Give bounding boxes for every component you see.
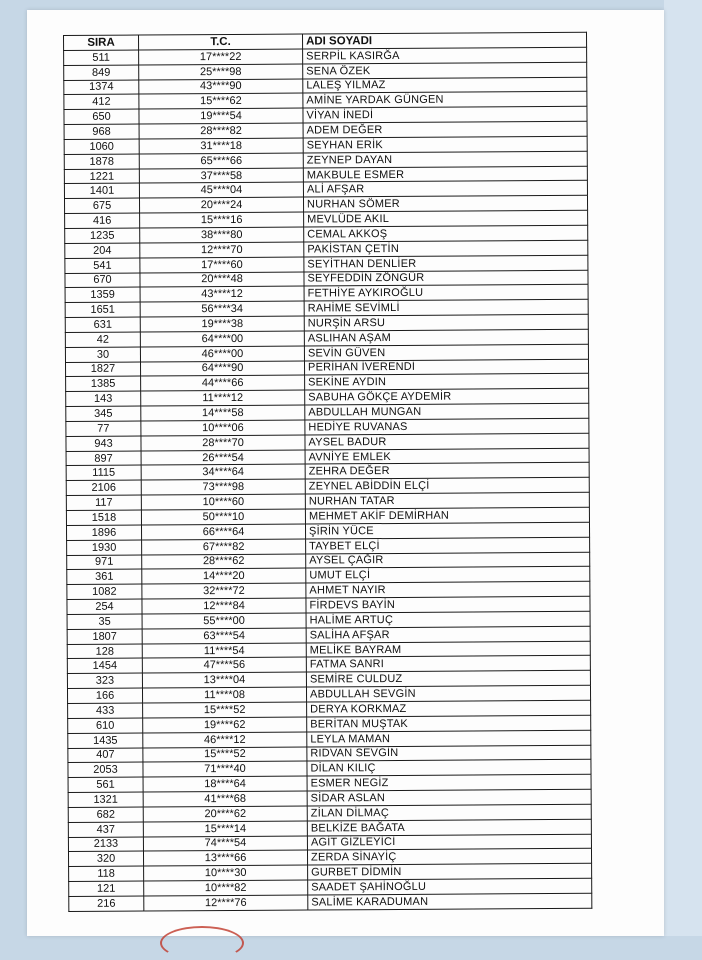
- cell-tc: 14****20: [142, 568, 306, 584]
- cell-sira: 849: [64, 65, 139, 80]
- cell-sira: 121: [69, 881, 144, 896]
- cell-sira: 361: [67, 569, 142, 584]
- cell-adi-soyadi: SEYFEDDİN ZÖNGÜR: [304, 270, 588, 287]
- cell-tc: 15****52: [143, 702, 307, 718]
- cell-sira: 320: [68, 851, 143, 866]
- cell-tc: 15****62: [139, 93, 303, 109]
- cell-adi-soyadi: NURHAN TATAR: [305, 492, 589, 509]
- cell-adi-soyadi: DİLAN KILIÇ: [307, 760, 591, 777]
- cell-sira: 1374: [64, 80, 139, 95]
- table-row: [69, 893, 592, 911]
- cell-tc: 19****62: [143, 717, 307, 733]
- cell-tc: 71****40: [143, 761, 307, 777]
- cell-tc: 63****54: [142, 628, 306, 644]
- cell-adi-soyadi: LALEŞ YILMAZ: [303, 77, 587, 94]
- cell-adi-soyadi: MEHMET AKİF DEMİRHAN: [305, 507, 589, 524]
- cell-sira: 511: [64, 50, 139, 65]
- cell-tc: 13****66: [143, 850, 307, 866]
- cell-tc: 10****82: [144, 880, 308, 896]
- background-strip: [664, 0, 702, 936]
- cell-adi-soyadi: SEKİNE AYDIN: [305, 374, 589, 391]
- cell-tc: 19****38: [140, 316, 304, 332]
- cell-tc: 10****60: [141, 494, 305, 510]
- cell-adi-soyadi: HALİME ARTUÇ: [306, 611, 590, 628]
- cell-sira: 1896: [66, 525, 141, 540]
- cell-tc: 26****54: [141, 450, 305, 466]
- cell-adi-soyadi: RIDVAN SEVGİN: [307, 745, 591, 762]
- cell-adi-soyadi: MELİKE BAYRAM: [306, 641, 590, 658]
- cell-adi-soyadi: AMİNE YARDAK GÜNGEN: [303, 92, 587, 109]
- cell-sira: 1060: [64, 139, 139, 154]
- cell-adi-soyadi: UMUT ELÇİ: [306, 567, 590, 584]
- cell-sira: 1359: [65, 287, 140, 302]
- header-sira: SIRA: [64, 35, 139, 50]
- cell-tc: 10****06: [141, 420, 305, 436]
- cell-sira: 1221: [64, 169, 139, 184]
- cell-adi-soyadi: ZİLAN DİLMAÇ: [307, 804, 591, 821]
- cell-tc: 13****04: [142, 672, 306, 688]
- cell-tc: 50****10: [141, 509, 305, 525]
- cell-tc: 28****70: [141, 435, 305, 451]
- cell-sira: 650: [64, 109, 139, 124]
- cell-sira: 1082: [67, 584, 142, 599]
- cell-sira: 254: [67, 599, 142, 614]
- cell-adi-soyadi: SEVİN GÜVEN: [304, 344, 588, 361]
- cell-tc: 74****54: [143, 836, 307, 852]
- cell-sira: 1321: [68, 792, 143, 807]
- cell-tc: 17****22: [139, 49, 303, 65]
- cell-tc: 44****66: [141, 375, 305, 391]
- cell-tc: 56****34: [140, 301, 304, 317]
- cell-adi-soyadi: SABUHA GÖKÇE AYDEMİR: [305, 389, 589, 406]
- cell-sira: 2053: [68, 762, 143, 777]
- cell-adi-soyadi: CEMAL AKKOŞ: [304, 225, 588, 242]
- cell-sira: 1827: [65, 362, 140, 377]
- cell-tc: 41****68: [143, 791, 307, 807]
- cell-adi-soyadi: SEMİRE CULDUZ: [306, 671, 590, 688]
- cell-sira: 1115: [66, 465, 141, 480]
- cell-adi-soyadi: PERİHAN İVERENDİ: [304, 359, 588, 376]
- cell-sira: 1518: [66, 510, 141, 525]
- cell-tc: 55****00: [142, 613, 306, 629]
- cell-adi-soyadi: MEVLÜDE AKIL: [304, 210, 588, 227]
- cell-adi-soyadi: VİYAN İNEDİ: [303, 107, 587, 124]
- cell-sira: 323: [67, 673, 142, 688]
- cell-adi-soyadi: SERPİL KASIRĞA: [303, 47, 587, 64]
- cell-adi-soyadi: ZEHRA DEĞER: [305, 463, 589, 480]
- cell-tc: 38****80: [140, 227, 304, 243]
- stamp-seal: [160, 926, 244, 960]
- cell-tc: 64****90: [140, 361, 304, 377]
- cell-tc: 32****72: [142, 583, 306, 599]
- cell-sira: 77: [66, 421, 141, 436]
- cell-tc: 34****64: [141, 464, 305, 480]
- cell-adi-soyadi: ZEYNEP DAYAN: [303, 151, 587, 168]
- cell-adi-soyadi: FİRDEVS BAYİN: [306, 596, 590, 613]
- cell-adi-soyadi: AYSEL ÇAĞIR: [306, 552, 590, 569]
- cell-tc: 43****90: [139, 79, 303, 95]
- cell-tc: 20****48: [140, 272, 304, 288]
- cell-tc: 14****58: [141, 405, 305, 421]
- cell-tc: 12****70: [140, 242, 304, 258]
- cell-sira: 35: [67, 614, 142, 629]
- cell-sira: 2106: [66, 480, 141, 495]
- cell-tc: 46****00: [140, 346, 304, 362]
- cell-adi-soyadi: ADEM DEĞER: [303, 121, 587, 138]
- cell-tc: 47****56: [142, 657, 306, 673]
- cell-adi-soyadi: FATMA SANRI: [306, 656, 590, 673]
- cell-adi-soyadi: ASLIHAN AŞAM: [304, 329, 588, 346]
- cell-sira: 1235: [65, 228, 140, 243]
- cell-adi-soyadi: ZEYNEL ABİDDİN ELÇİ: [305, 478, 589, 495]
- cell-tc: 10****30: [144, 865, 308, 881]
- cell-adi-soyadi: ŞİRİN YÜCE: [305, 522, 589, 539]
- cell-adi-soyadi: RAHİME SEVİMLİ: [304, 299, 588, 316]
- cell-adi-soyadi: AHMET NAYIR: [306, 582, 590, 599]
- cell-tc: 11****54: [142, 643, 306, 659]
- cell-adi-soyadi: PAKİSTAN ÇETİN: [304, 240, 588, 257]
- cell-adi-soyadi: BELKİZE BAĞATA: [307, 819, 591, 836]
- cell-sira: 433: [68, 703, 143, 718]
- cell-sira: 416: [65, 213, 140, 228]
- cell-sira: 1435: [68, 733, 143, 748]
- cell-sira: 118: [69, 866, 144, 881]
- cell-tc: 12****76: [144, 895, 308, 911]
- cell-tc: 11****12: [141, 390, 305, 406]
- cell-tc: 64****00: [140, 331, 304, 347]
- cell-adi-soyadi: SEYHAN ERİK: [303, 136, 587, 153]
- cell-adi-soyadi: TAYBET ELÇİ: [306, 537, 590, 554]
- cell-adi-soyadi: ALİ AFŞAR: [303, 181, 587, 198]
- cell-adi-soyadi: AVNİYE EMLEK: [305, 448, 589, 465]
- cell-tc: 31****18: [139, 138, 303, 154]
- cell-adi-soyadi: HEDİYE RUVANAS: [305, 418, 589, 435]
- cell-sira: 30: [65, 347, 140, 362]
- cell-tc: 28****82: [139, 123, 303, 139]
- cell-sira: 1401: [64, 183, 139, 198]
- cell-sira: 117: [66, 495, 141, 510]
- cell-sira: 412: [64, 94, 139, 109]
- cell-adi-soyadi: SİDAR ASLAN: [307, 789, 591, 806]
- cell-tc: 17****60: [140, 257, 304, 273]
- cell-sira: 561: [68, 777, 143, 792]
- cell-tc: 15****52: [143, 747, 307, 763]
- cell-sira: 971: [67, 555, 142, 570]
- cell-sira: 437: [68, 822, 143, 837]
- cell-sira: 1385: [66, 376, 141, 391]
- cell-tc: 28****62: [142, 554, 306, 570]
- cell-sira: 897: [66, 451, 141, 466]
- cell-tc: 45****04: [139, 182, 303, 198]
- cell-adi-soyadi: AYSEL BADUR: [305, 433, 589, 450]
- cell-sira: 670: [65, 273, 140, 288]
- cell-adi-soyadi: ABDULLAH SEVGİN: [306, 685, 590, 702]
- cell-sira: 2133: [68, 837, 143, 852]
- cell-adi-soyadi: NURHAN SÖMER: [303, 196, 587, 213]
- cell-sira: 631: [65, 317, 140, 332]
- cell-tc: 19****54: [139, 108, 303, 124]
- cell-adi-soyadi: NURŞİN ARSU: [304, 314, 588, 331]
- cell-sira: 1930: [67, 540, 142, 555]
- cell-sira: 143: [66, 391, 141, 406]
- cell-tc: 20****62: [143, 806, 307, 822]
- cell-tc: 18****64: [143, 776, 307, 792]
- cell-tc: 65****66: [139, 153, 303, 169]
- cell-adi-soyadi: SEYİTHAN DENLİER: [304, 255, 588, 272]
- cell-adi-soyadi: ESMER NEGİZ: [307, 774, 591, 791]
- cell-sira: 610: [68, 718, 143, 733]
- participant-table: [63, 32, 592, 912]
- header-adi-soyadi: ADI SOYADI: [302, 32, 586, 49]
- cell-sira: 682: [68, 807, 143, 822]
- cell-adi-soyadi: SENA ÖZEK: [303, 62, 587, 79]
- cell-adi-soyadi: ABDULLAH MUNGAN: [305, 403, 589, 420]
- header-tc: T.C.: [139, 34, 303, 50]
- cell-tc: 11****08: [142, 687, 306, 703]
- cell-tc: 12****84: [142, 598, 306, 614]
- cell-adi-soyadi: SAADET ŞAHİNOĞLU: [308, 878, 592, 895]
- cell-adi-soyadi: BERİTAN MUŞTAK: [307, 715, 591, 732]
- cell-adi-soyadi: ZERDA SİNAYİÇ: [307, 849, 591, 866]
- cell-sira: 345: [66, 406, 141, 421]
- cell-tc: 25****98: [139, 64, 303, 80]
- cell-sira: 943: [66, 436, 141, 451]
- cell-sira: 1878: [64, 154, 139, 169]
- cell-adi-soyadi: GURBET DİDMİN: [308, 864, 592, 881]
- cell-sira: 541: [65, 258, 140, 273]
- cell-tc: 67****82: [142, 539, 306, 555]
- cell-sira: 216: [69, 896, 144, 911]
- cell-sira: 204: [65, 243, 140, 258]
- cell-tc: 15****16: [140, 212, 304, 228]
- cell-sira: 128: [67, 644, 142, 659]
- cell-adi-soyadi: SALİHA AFŞAR: [306, 626, 590, 643]
- cell-adi-soyadi: SALİME KARADUMAN: [308, 893, 592, 910]
- cell-tc: 37****58: [139, 168, 303, 184]
- cell-tc: 15****14: [143, 821, 307, 837]
- cell-sira: 675: [65, 198, 140, 213]
- cell-tc: 43****12: [140, 286, 304, 302]
- cell-adi-soyadi: FETHİYE AYKIROĞLU: [304, 285, 588, 302]
- cell-tc: 73****98: [141, 479, 305, 495]
- cell-adi-soyadi: AGİT GİZLEYİCİ: [307, 834, 591, 851]
- cell-adi-soyadi: LEYLA MAMAN: [307, 730, 591, 747]
- cell-tc: 20****24: [139, 197, 303, 213]
- cell-sira: 42: [65, 332, 140, 347]
- cell-adi-soyadi: MAKBULE ESMER: [303, 166, 587, 183]
- cell-sira: 166: [67, 688, 142, 703]
- cell-sira: 407: [68, 748, 143, 763]
- cell-tc: 66****64: [141, 524, 305, 540]
- cell-tc: 46****12: [143, 732, 307, 748]
- cell-sira: 968: [64, 124, 139, 139]
- cell-sira: 1454: [67, 658, 142, 673]
- cell-sira: 1807: [67, 629, 142, 644]
- cell-sira: 1651: [65, 302, 140, 317]
- cell-adi-soyadi: DERYA KORKMAZ: [307, 700, 591, 717]
